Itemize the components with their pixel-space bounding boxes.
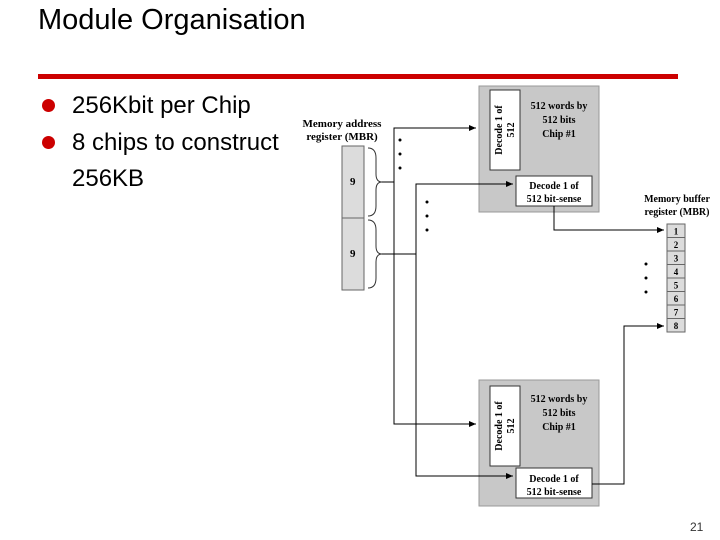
bullet-text: 256Kbit per Chip: [72, 92, 251, 119]
mbr-bit: 7: [673, 307, 679, 318]
row-decoder-label: Decode 1 of: [494, 401, 505, 451]
mbr-bit: 4: [673, 267, 679, 277]
slide-number: 21: [690, 520, 704, 534]
column-decoder-label: 512 bit-sense: [526, 487, 582, 498]
cell-array-label: 512 bits: [542, 115, 576, 126]
mbr-bit: 8: [673, 321, 679, 331]
bullet-item: [42, 125, 302, 197]
bullet-item: [42, 88, 302, 124]
mbr-bit: 2: [673, 240, 679, 250]
mbr-label-line1: Memory buffer: [644, 194, 710, 205]
memory-chip-top: [479, 86, 599, 212]
mbr-bit: 5: [673, 280, 679, 291]
mbr-bit: 1: [673, 226, 679, 237]
cell-array-label: 512 bits: [542, 408, 576, 419]
memory-chip-bottom: [479, 380, 599, 506]
mbr-bit: 3: [673, 253, 679, 264]
cell-array-label: 512 words by: [530, 101, 588, 112]
row-decoder-label: 512: [506, 418, 517, 434]
bullet-dot-icon: [42, 136, 55, 149]
title-divider: [38, 74, 678, 79]
mar-field-lower: 9: [350, 248, 356, 260]
memory-module-diagram: [296, 84, 720, 514]
column-decoder-label: 512 bit-sense: [526, 194, 582, 205]
row-decoder-label: 512: [506, 122, 517, 138]
cell-array-label: 512 words by: [530, 394, 588, 405]
column-decoder-label: Decode 1 of: [529, 474, 579, 485]
slide-title: Module Organisation: [38, 4, 306, 36]
bullet-list: [42, 88, 302, 198]
mar-label-line1: Memory address: [302, 118, 382, 130]
bullet-dot-icon: [42, 99, 55, 112]
memory-buffer-register: [667, 224, 685, 332]
mbr-bit: 6: [673, 294, 679, 304]
column-decoder-label: Decode 1 of: [529, 181, 579, 192]
bullet-text: 8 chips to construct 256KB: [72, 129, 279, 192]
row-decoder-label: Decode 1 of: [494, 105, 505, 155]
cell-array-label: Chip #1: [542, 422, 576, 433]
mar-field-upper: 9: [350, 176, 356, 188]
mbr-label-line2: register (MBR): [644, 207, 710, 218]
cell-array-label: Chip #1: [542, 129, 576, 140]
mar-label-line2: register (MBR): [306, 131, 378, 143]
memory-address-register: [342, 146, 382, 290]
